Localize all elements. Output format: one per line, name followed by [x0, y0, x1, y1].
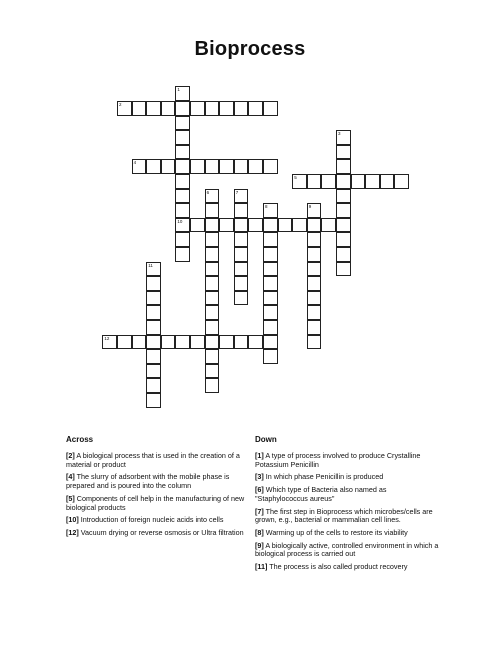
grid-cell[interactable]: [263, 291, 278, 306]
grid-cell[interactable]: [146, 159, 161, 174]
across-heading: Across: [66, 435, 94, 444]
grid-cell[interactable]: [307, 232, 322, 247]
clue-text: The process is also called product recovery: [269, 562, 408, 572]
grid-cell[interactable]: [263, 101, 278, 116]
grid-cell[interactable]: [263, 232, 278, 247]
grid-cell[interactable]: [175, 86, 190, 101]
grid-cell[interactable]: [336, 203, 351, 218]
clue-text: A biologically active, controlled environment in which a biological process is carried out: [255, 540, 439, 559]
grid-cell[interactable]: [394, 174, 409, 189]
grid-cell[interactable]: [336, 174, 351, 189]
grid-cell[interactable]: [175, 101, 190, 116]
grid-cell[interactable]: [175, 159, 190, 174]
grid-cell[interactable]: [117, 101, 132, 116]
grid-cell[interactable]: [380, 174, 395, 189]
grid-cell[interactable]: [336, 218, 351, 233]
grid-cell[interactable]: [219, 335, 234, 350]
clue-text: Warming up of the cells to restore its viability: [265, 527, 408, 537]
across-clue: [66, 452, 252, 469]
grid-cell[interactable]: [365, 174, 380, 189]
grid-cell[interactable]: [263, 349, 278, 364]
grid-cell[interactable]: [205, 218, 220, 233]
grid-cell[interactable]: [146, 276, 161, 291]
clue-number: [6]: [255, 485, 264, 495]
grid-cell[interactable]: [132, 101, 147, 116]
grid-cell[interactable]: [205, 276, 220, 291]
grid-cell[interactable]: [234, 232, 249, 247]
grid-cell[interactable]: [190, 335, 205, 350]
grid-cell[interactable]: [205, 101, 220, 116]
grid-cell[interactable]: [190, 159, 205, 174]
clue-text: In which phase Penicillin is produced: [265, 472, 384, 482]
clue-number: [10]: [66, 515, 79, 525]
across-clue: [66, 516, 252, 525]
clue-number-label: 2: [119, 102, 122, 107]
clue-number-label: 8: [265, 204, 268, 210]
grid-cell[interactable]: [292, 218, 307, 233]
grid-cell[interactable]: [263, 320, 278, 335]
grid-cell[interactable]: [234, 101, 249, 116]
clue-text: A biological process that is used in the creation of a material or product: [66, 451, 240, 469]
clue-number: [5]: [66, 493, 75, 503]
grid-cell[interactable]: [336, 130, 351, 145]
clue-number: [3]: [255, 472, 264, 482]
grid-cell[interactable]: [234, 335, 249, 350]
grid-cell[interactable]: [102, 335, 117, 350]
grid-cell[interactable]: [190, 101, 205, 116]
grid-cell[interactable]: [205, 291, 220, 306]
grid-cell[interactable]: [263, 203, 278, 218]
grid-cell[interactable]: [146, 320, 161, 335]
grid-cell[interactable]: [146, 349, 161, 364]
grid-cell[interactable]: [175, 232, 190, 247]
down-clue: [255, 563, 441, 572]
grid-cell[interactable]: [248, 101, 263, 116]
down-clue-list: [255, 452, 441, 576]
grid-cell[interactable]: [248, 335, 263, 350]
clue-number-label: 4: [133, 160, 137, 166]
across-clue: [66, 529, 252, 538]
grid-cell[interactable]: [175, 247, 190, 262]
grid-cell[interactable]: [175, 189, 190, 204]
grid-cell[interactable]: [248, 159, 263, 174]
grid-cell[interactable]: [307, 320, 322, 335]
clue-number: [1]: [255, 451, 264, 460]
clue-text: A type of process involved to produce Crystalline Potassium Penicillin: [255, 451, 421, 469]
grid-cell[interactable]: [278, 218, 293, 233]
grid-cell[interactable]: [205, 189, 220, 204]
grid-cell[interactable]: [146, 305, 161, 320]
grid-cell[interactable]: [234, 262, 249, 277]
grid-cell[interactable]: [263, 218, 278, 233]
grid-cell[interactable]: [234, 276, 249, 291]
grid-cell[interactable]: [205, 320, 220, 335]
clue-number: [12]: [66, 527, 79, 537]
grid-cell[interactable]: [117, 335, 132, 350]
grid-cell[interactable]: [219, 159, 234, 174]
grid-cell[interactable]: [263, 247, 278, 262]
grid-cell[interactable]: [146, 262, 161, 277]
grid-cell[interactable]: [336, 159, 351, 174]
down-clue: [255, 508, 441, 525]
clue-number: [9]: [255, 540, 264, 550]
clue-number-label: 9: [308, 204, 312, 210]
grid-cell[interactable]: [234, 247, 249, 262]
grid-cell[interactable]: [175, 218, 190, 233]
clue-text: Components of cell help in the manufacturing of new biological products: [66, 493, 245, 512]
grid-cell[interactable]: [307, 262, 322, 277]
down-clue: [255, 542, 441, 559]
grid-cell[interactable]: [292, 174, 307, 189]
grid-cell[interactable]: [175, 203, 190, 218]
clue-text: Which type of Bacteria also named as "Staphylococcus aureus": [255, 485, 387, 503]
grid-cell[interactable]: [307, 174, 322, 189]
grid-cell[interactable]: [248, 218, 263, 233]
grid-cell[interactable]: [205, 349, 220, 364]
grid-cell[interactable]: [205, 247, 220, 262]
grid-cell[interactable]: [205, 364, 220, 379]
clue-text: The first step in Bioprocess which microbes/cells are grown, e.g., bacterial or mammalian cell lines.: [255, 506, 433, 525]
clue-number-label: 11: [148, 262, 153, 268]
grid-cell[interactable]: [321, 218, 336, 233]
grid-cell[interactable]: [175, 116, 190, 131]
grid-cell[interactable]: [336, 232, 351, 247]
grid-cell[interactable]: [234, 203, 249, 218]
grid-cell[interactable]: [234, 218, 249, 233]
down-clue: [255, 452, 441, 469]
grid-cell[interactable]: [205, 232, 220, 247]
grid-cell[interactable]: [263, 262, 278, 277]
clue-text: Introduction of foreign nucleic acids into cells: [80, 515, 224, 525]
grid-cell[interactable]: [161, 101, 176, 116]
clue-text: The slurry of adsorbent with the mobile phase is prepared and is poured into the column: [66, 472, 230, 491]
grid-cell[interactable]: [146, 364, 161, 379]
clue-number: [2]: [66, 451, 75, 460]
grid-cell[interactable]: [307, 247, 322, 262]
clue-number-label: 12: [104, 335, 110, 341]
grid-cell[interactable]: [146, 378, 161, 393]
down-clue: [255, 529, 441, 538]
clue-number: [8]: [255, 527, 264, 537]
grid-cell[interactable]: [161, 159, 176, 174]
clue-text: Vacuum drying or reverse osmosis or Ultra filtration: [80, 527, 244, 537]
grid-cell[interactable]: [175, 174, 190, 189]
clue-number: [11]: [255, 562, 268, 572]
page-title: Bioprocess: [194, 38, 306, 60]
grid-cell[interactable]: [263, 335, 278, 350]
grid-cell[interactable]: [146, 101, 161, 116]
down-clue: [255, 473, 441, 482]
grid-cell[interactable]: [307, 335, 322, 350]
grid-cell[interactable]: [263, 159, 278, 174]
clue-number-label: 10: [177, 218, 183, 224]
grid-cell[interactable]: [336, 247, 351, 262]
grid-cell[interactable]: [307, 305, 322, 320]
grid-cell[interactable]: [132, 159, 147, 174]
clue-number: [4]: [66, 472, 75, 482]
grid-cell[interactable]: [205, 305, 220, 320]
down-clue: [255, 486, 441, 503]
across-clue-list: [66, 452, 252, 542]
grid-cell[interactable]: [263, 305, 278, 320]
grid-cell[interactable]: [234, 189, 249, 204]
grid-cell[interactable]: [190, 218, 205, 233]
grid-cell[interactable]: [205, 203, 220, 218]
grid-cell[interactable]: [321, 174, 336, 189]
grid-cell[interactable]: [351, 174, 366, 189]
grid-cell[interactable]: [205, 262, 220, 277]
grid-cell[interactable]: [175, 130, 190, 145]
clue-number-label: 5: [294, 175, 297, 180]
grid-cell[interactable]: [234, 159, 249, 174]
across-clue: [66, 473, 252, 490]
grid-cell[interactable]: [175, 145, 190, 160]
grid-cell[interactable]: [234, 291, 249, 306]
grid-cell[interactable]: [263, 276, 278, 291]
grid-cell[interactable]: [336, 262, 351, 277]
across-clue: [66, 495, 252, 512]
grid-cell[interactable]: [161, 335, 176, 350]
grid-cell[interactable]: [307, 291, 322, 306]
grid-cell[interactable]: [307, 203, 322, 218]
grid-cell[interactable]: [205, 159, 220, 174]
grid-cell[interactable]: [219, 101, 234, 116]
down-heading: Down: [255, 435, 277, 444]
grid-cell[interactable]: [336, 145, 351, 160]
grid-cell[interactable]: [205, 335, 220, 350]
grid-cell[interactable]: [336, 189, 351, 204]
clue-number-label: 6: [206, 189, 210, 195]
grid-cell[interactable]: [307, 276, 322, 291]
clue-number-label: 3: [338, 131, 341, 137]
grid-cell[interactable]: [146, 335, 161, 350]
clue-number-label: 1: [177, 87, 180, 93]
grid-cell[interactable]: [146, 393, 161, 408]
clue-number-label: 7: [235, 189, 239, 195]
grid-cell[interactable]: [132, 335, 147, 350]
grid-cell[interactable]: [307, 218, 322, 233]
grid-cell[interactable]: [175, 335, 190, 350]
grid-cell[interactable]: [146, 291, 161, 306]
grid-cell[interactable]: [205, 378, 220, 393]
clue-number: [7]: [255, 506, 264, 516]
grid-cell[interactable]: [219, 218, 234, 233]
